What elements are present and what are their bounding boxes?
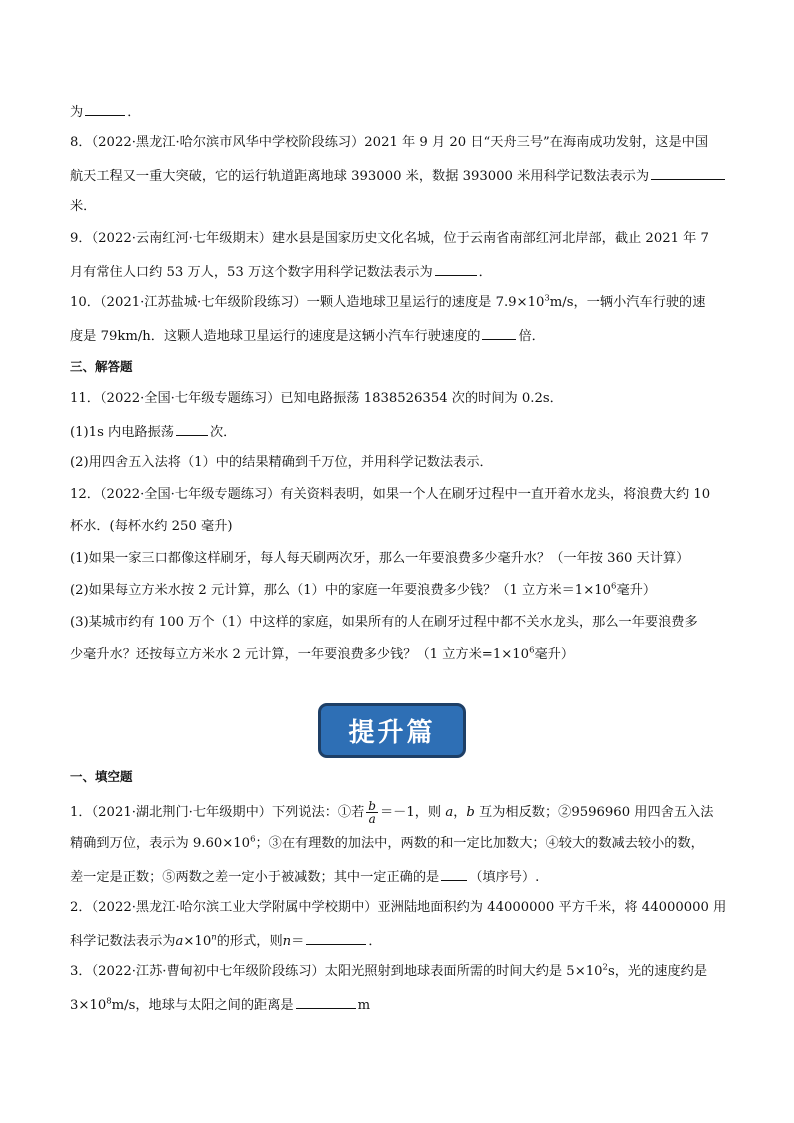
section-heading-1: 一、填空题 (70, 769, 133, 784)
fraction (366, 800, 378, 825)
q9-line-1: 9．（2022·云南红河·七年级期末）建水县是国家历史文化名城，位于云南省南部红河北岸部，截止 2021 年 7 (70, 231, 709, 246)
variable-b: b (466, 805, 475, 820)
p1-text-4: 精确到万位，表示为 9.60×10 (70, 836, 251, 851)
answer-blank (85, 101, 125, 116)
p1-line-1 (70, 800, 713, 825)
p1-line-3 (70, 866, 539, 888)
equals-sign: ＝ (291, 934, 305, 949)
p2-text-2: 的形式，则 (216, 934, 283, 949)
p1-text-3: 互为相反数；②9596960 用四舍五入法 (474, 805, 714, 820)
p3-text-4: m/s，地球与太阳之间的距离是 (111, 998, 294, 1013)
q10-line-1 (70, 293, 705, 313)
answer-blank (176, 421, 208, 436)
answer-blank (306, 930, 366, 945)
q7-period: ． (127, 105, 141, 120)
exponent: 6 (250, 834, 256, 845)
p2-line-2 (70, 930, 382, 952)
answer-blank (651, 165, 725, 180)
p1-text-7: （填序号）. (469, 870, 540, 885)
q10-text-3: 度是 79km/h．这颗人造地球卫星运行的速度是这辆小汽车行驶速度的 (70, 329, 481, 344)
q12-text-2: 毫升） (616, 583, 657, 598)
q12-line-2: 杯水．(每杯水约 250 毫升) (70, 519, 233, 534)
p3-unit: m (357, 998, 371, 1013)
p3-text-2: s，光的速度约是 (607, 964, 708, 979)
q12-text-3: 少毫升水？还按每立方米水 2 元计算，一年要浪费多少钱？（1 立方米=1×10 (70, 647, 530, 662)
fraction-denominator: a (368, 812, 376, 826)
p2-text: 科学记数法表示为 (70, 934, 176, 949)
p1-line-2 (70, 834, 704, 854)
p1-text-6: 差一定是正数；⑤两数之差一定小于被减数；其中一定正确的是 (70, 870, 440, 885)
p1-text: 1．（2021·湖北荆门·七年级期中）下列说法：①若 (70, 805, 365, 820)
q12-line-3: (1)如果一家三口都像这样刷牙，每人每天刷两次牙，那么一年要浪费多少毫升水？（一年按 360 天计算） (70, 551, 690, 566)
variable-a: a (175, 934, 184, 949)
q12-line-5: (3)某城市约有 100 万个（1）中这样的家庭，如果所有的人在刷牙过程中都不关水龙头，那么一年要浪费多 (70, 615, 698, 630)
q8-line-1: 8．（2022·黑龙江·哈尔滨市风华中学校阶段练习）2021 年 9 月 20 日“天舟三号”在海南成功发射，这是中国 (70, 135, 709, 150)
section-banner (318, 703, 466, 758)
p2-period: ． (368, 934, 382, 949)
q12-text-4: 毫升） (534, 647, 575, 662)
q10-line-2 (70, 325, 545, 347)
answer-blank (296, 994, 356, 1009)
q9-period: ． (478, 265, 492, 280)
variable-a: a (445, 805, 454, 820)
q11-line-2 (70, 421, 236, 443)
answer-blank (435, 261, 477, 276)
times-ten: ×10 (183, 934, 212, 949)
exponent: 3 (544, 293, 550, 304)
exponent: 2 (602, 962, 608, 973)
variable-n: n (282, 934, 292, 949)
exponent: 8 (106, 996, 112, 1007)
q12-line-1: 12．（2022·全国·七年级专题练习）有关资料表明，如果一个人在刷牙过程中一直开着水龙头，将浪费大约 10 (70, 487, 711, 502)
banner-title: 提升篇 (348, 718, 436, 748)
q7-tail (70, 101, 140, 123)
p1-text-2: ＝－1，则 (379, 805, 446, 820)
fraction-numerator: b (368, 799, 376, 813)
q9-line-2 (70, 261, 492, 283)
q10-text-2: m/s，一辆小汽车行驶的速 (549, 295, 706, 310)
answer-blank (482, 325, 516, 340)
p1-comma: ， (453, 805, 467, 820)
q7-text: 为 (70, 105, 84, 120)
p3-line-1 (70, 962, 707, 982)
q9-text: 月有常住人口约 53 万人，53 万这个数字用科学记数法表示为 (70, 265, 433, 280)
q12-line-6 (70, 645, 574, 665)
p1-text-5: ；③在有理数的加法中，两数的和一定比加数大；④较大的数减去较小的数， (255, 836, 704, 851)
q8-text: 航天工程又一重大突破，它的运行轨道距离地球 393000 米，数据 393000 米用科学记数法表示为 (70, 169, 650, 184)
q8-line-3: 米． (70, 199, 97, 214)
q11-text-2: 次． (209, 425, 237, 440)
p3-text-3: 3×10 (70, 998, 107, 1013)
answer-blank (441, 866, 467, 881)
q12-text: (2)如果每立方米水按 2 元计算，那么（1）中的家庭一年要浪费多少钱？（1 立方米＝1×10 (70, 583, 612, 598)
section-heading-3: 三、解答题 (70, 359, 133, 374)
q11-line-3: (2)用四舍五入法将（1）中的结果精确到千万位，并用科学记数法表示． (70, 455, 493, 470)
q8-line-2 (70, 165, 727, 187)
p3-text: 3．（2022·江苏·曹甸初中七年级阶段练习）太阳光照射到地球表面所需的时间大约是 5×10 (70, 964, 603, 979)
p3-line-2 (70, 994, 370, 1016)
p2-line-1: 2．（2022·黑龙江·哈尔滨工业大学附属中学校期中）亚洲陆地面积约为 44000000 平方千米，将 44000000 用 (70, 900, 727, 915)
exponent-n: n (211, 932, 217, 943)
q10-text: 10．（2021·江苏盐城·七年级阶段练习）一颗人造地球卫星运行的速度是 7.9×10 (70, 295, 545, 310)
q11-line-1: 11．（2022·全国·七年级专题练习）已知电路振荡 1838526354 次的时间为 0.2s． (70, 391, 563, 406)
q10-text-4: 倍． (518, 329, 545, 344)
q12-line-4 (70, 581, 656, 601)
exponent: 6 (529, 645, 535, 656)
q11-text: (1)1s 内电路振荡 (70, 425, 174, 440)
exponent: 6 (611, 581, 617, 592)
